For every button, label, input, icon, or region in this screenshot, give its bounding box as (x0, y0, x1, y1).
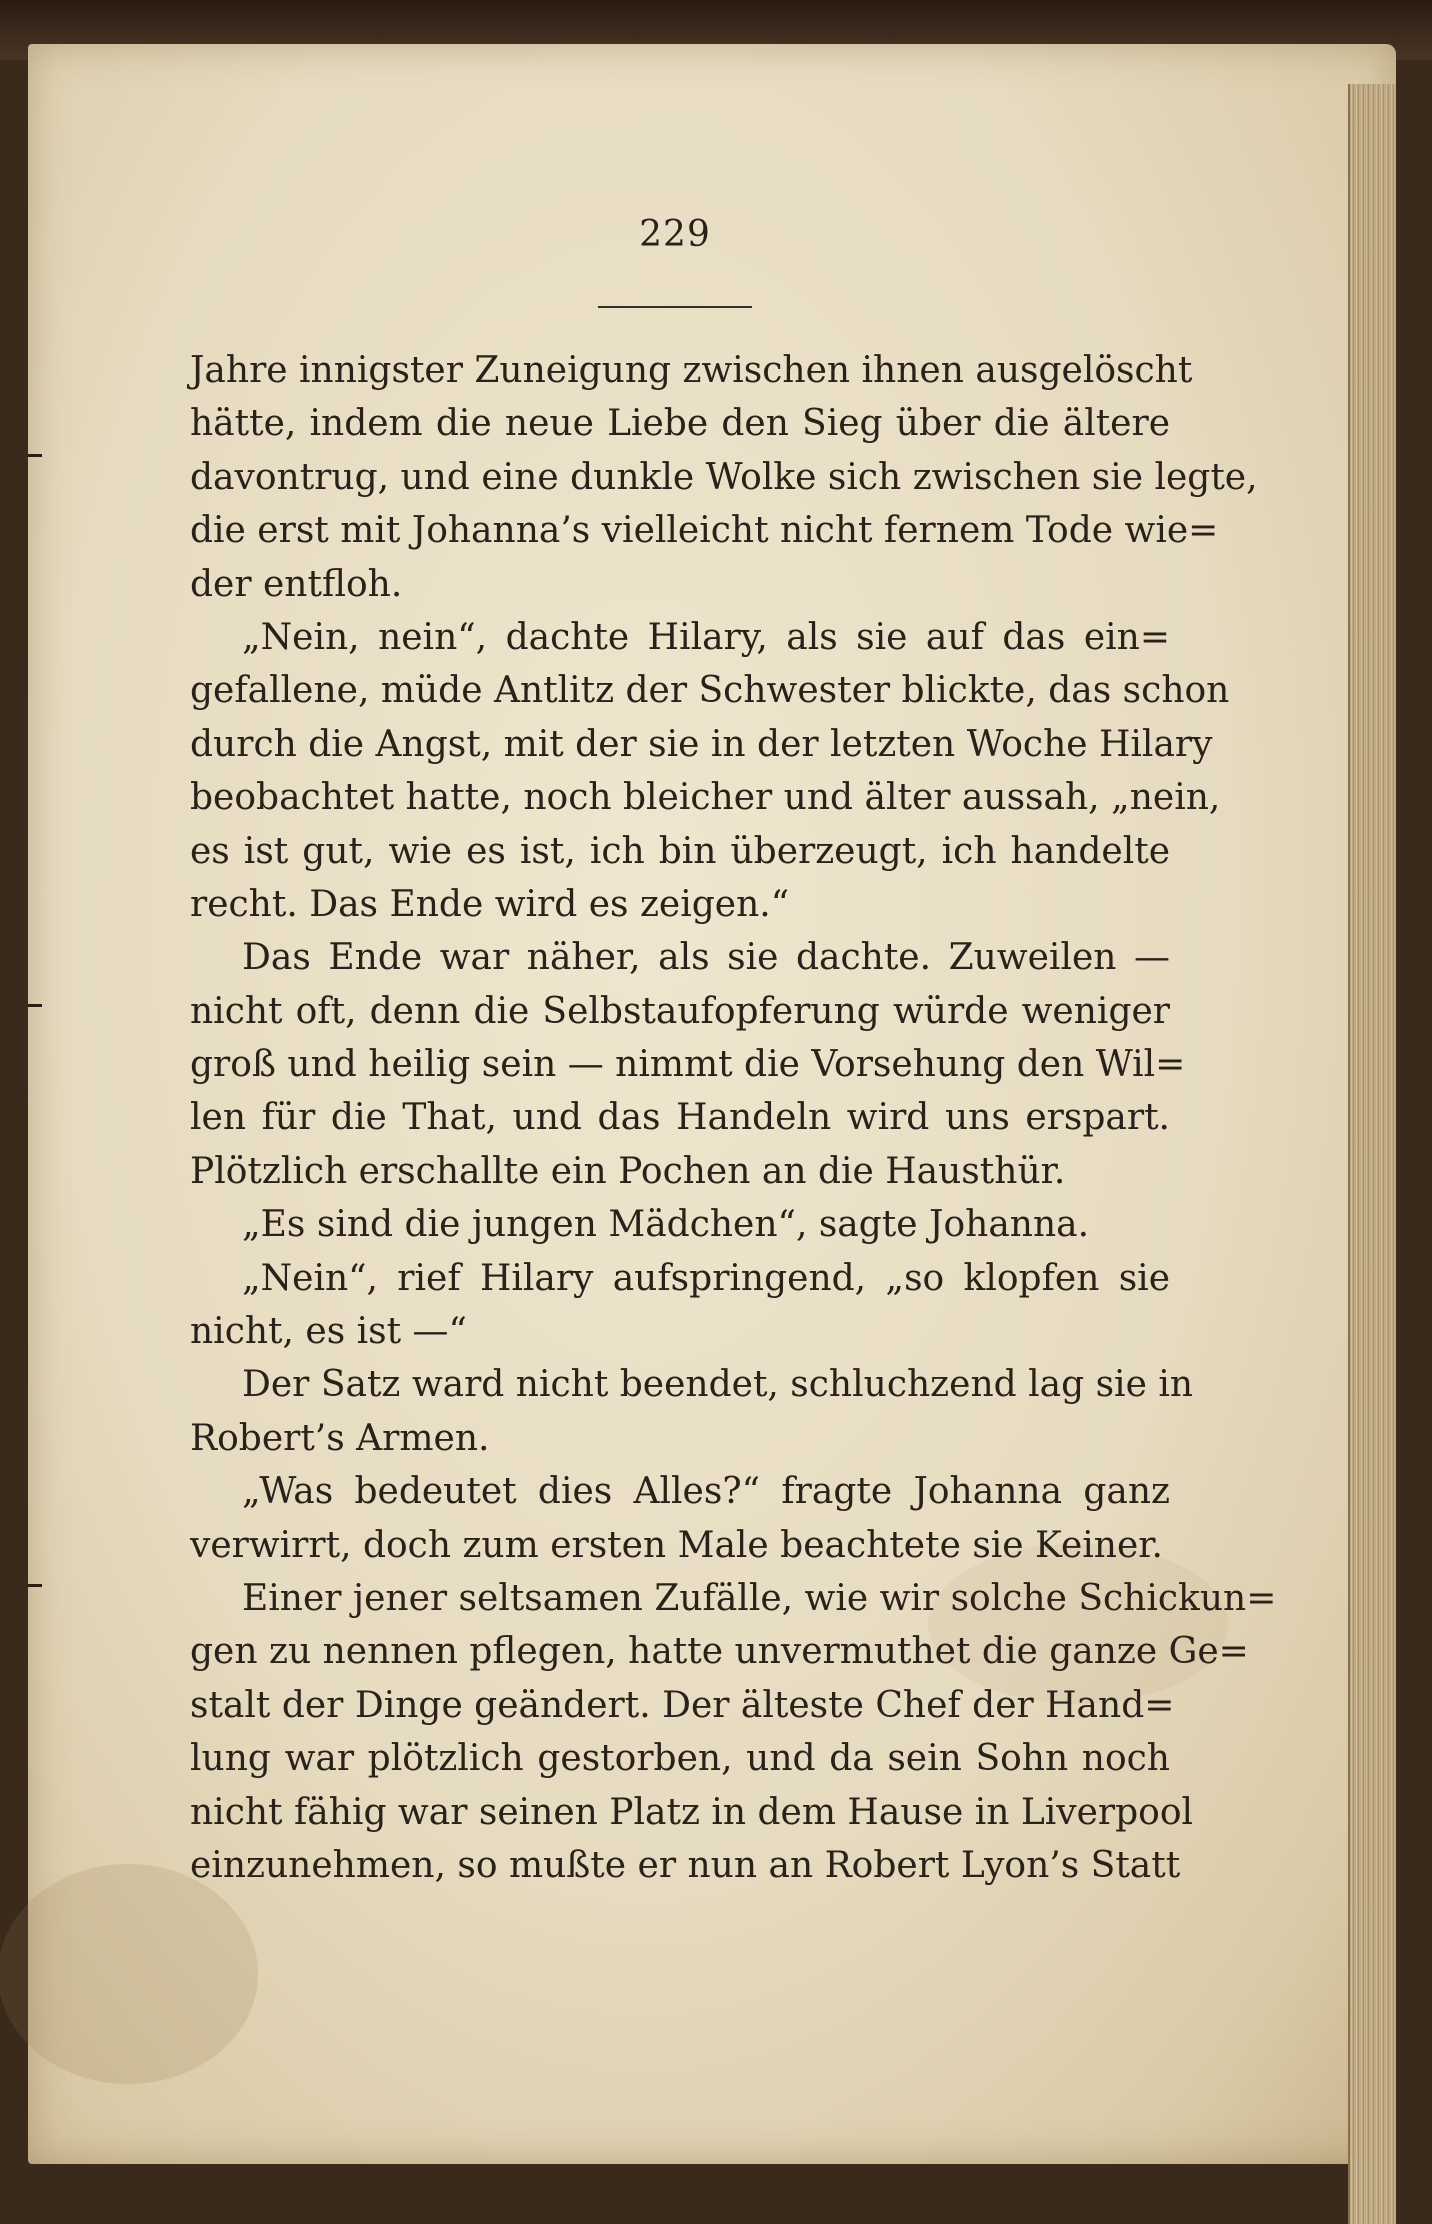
text-line: recht. Das Ende wird es zeigen.“ (190, 883, 790, 925)
text-line: hätte, indem die neue Liebe den Sieg über die ältere (190, 403, 1170, 445)
text-line: „Was bedeutet dies Alles?“ fragte Johanna ganz (242, 1471, 1170, 1513)
text-line: Das Ende war näher, als sie dachte. Zuweilen — (242, 937, 1170, 979)
binding-mark (28, 1584, 42, 1587)
text-line: der entfloh. (190, 563, 403, 605)
text-line: Einer jener seltsamen Zufälle, wie wir solche Schickun= (242, 1577, 1277, 1619)
page-number: 229 (639, 214, 711, 255)
text-line: „Nein“, rief Hilary aufspringend, „so klopfen sie (242, 1257, 1170, 1299)
text-line: Plötzlich erschallte ein Pochen an die Hausthür. (190, 1150, 1066, 1192)
text-line: Der Satz ward nicht beendet, schluchzend lag sie in (242, 1364, 1194, 1406)
text-line: stalt der Dinge geändert. Der älteste Chef der Hand= (190, 1684, 1175, 1726)
header-rule (598, 306, 752, 308)
text-line: davontrug, und eine dunkle Wolke sich zwischen sie legte, (190, 456, 1258, 498)
text-line: lung war plötzlich gestorben, und da sein Sohn noch (190, 1738, 1170, 1780)
text-line: nicht oft, denn die Selbstaufopferung würde weniger (190, 990, 1170, 1032)
text-line: len für die That, und das Handeln wird uns erspart. (190, 1097, 1170, 1139)
text-line: nicht fähig war seinen Platz in dem Hause in Liverpool (190, 1791, 1194, 1833)
text-line: beobachtet hatte, noch bleicher und älter aussah, „nein, (190, 777, 1221, 819)
text-line: verwirrt, doch zum ersten Male beachtete sie Keiner. (190, 1524, 1163, 1566)
book-page (28, 44, 1396, 2164)
text-line: die erst mit Johanna’s vielleicht nicht fernem Tode wie= (190, 510, 1219, 552)
text-line: „Nein, nein“, dachte Hilary, als sie auf das ein= (242, 616, 1170, 658)
text-line: gen zu nennen pflegen, hatte unvermuthet die ganze Ge= (190, 1631, 1249, 1673)
text-line: einzunehmen, so mußte er nun an Robert Lyon’s Statt (190, 1844, 1181, 1886)
text-line: Jahre innigster Zuneigung zwischen ihnen ausgelöscht (190, 350, 1193, 391)
text-line: gefallene, müde Antlitz der Schwester blickte, das schon (190, 670, 1230, 712)
text-line: groß und heilig sein — nimmt die Vorsehung den Wil= (190, 1044, 1186, 1086)
text-line: Robert’s Armen. (190, 1417, 490, 1459)
body-text (190, 344, 1277, 1892)
text-line: nicht, es ist —“ (190, 1311, 467, 1353)
text-line: durch die Angst, mit der sie in der letzten Woche Hilary (190, 723, 1213, 765)
binding-mark (28, 454, 42, 457)
page-header (598, 214, 752, 255)
text-line: „Es sind die jungen Mädchen“, sagte Johanna. (242, 1204, 1090, 1246)
page-edge-stack (1348, 84, 1396, 2224)
binding-mark (28, 1004, 42, 1007)
paper-stain (0, 1864, 258, 2084)
text-line: es ist gut, wie es ist, ich bin überzeugt, ich handelte (190, 830, 1170, 872)
